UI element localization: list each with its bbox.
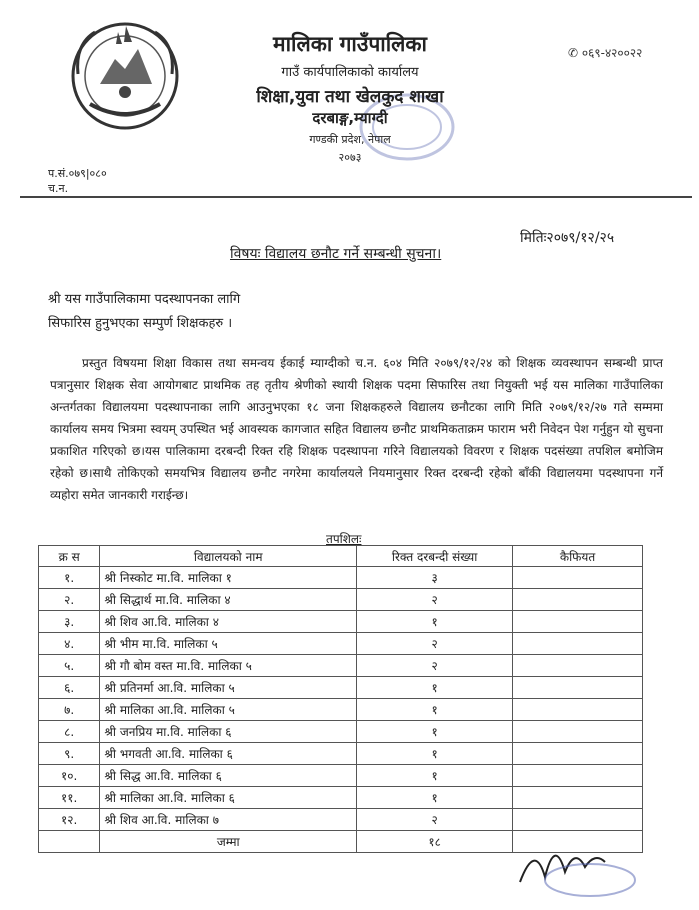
row-school-name: श्री सिद्धार्थ मा.वि. मालिका ४ <box>100 589 357 611</box>
section-name: शिक्षा,युवा तथा खेलकुद शाखा <box>256 87 444 107</box>
header-serial: क्र स <box>39 546 100 567</box>
row-remarks <box>513 699 643 721</box>
row-vacancy-count: १ <box>357 765 513 787</box>
row-vacancy-count: २ <box>357 633 513 655</box>
row-remarks <box>513 809 643 831</box>
row-serial: ९. <box>39 743 100 765</box>
row-school-name: श्री शिव आ.वि. मालिका ७ <box>100 809 357 831</box>
row-serial: १०. <box>39 765 100 787</box>
header-remarks: कैफियत <box>513 546 643 567</box>
phone-block <box>568 44 642 61</box>
row-vacancy-count: ३ <box>357 567 513 589</box>
row-school-name: श्री मालिका आ.वि. मालिका ५ <box>100 699 357 721</box>
reference-block <box>48 166 107 196</box>
row-serial: ८. <box>39 721 100 743</box>
row-vacancy-count: १ <box>357 677 513 699</box>
row-school-name: श्री जनप्रिय मा.वि. मालिका ६ <box>100 721 357 743</box>
addressee-line-1: श्री यस गाउँपालिकामा पदस्थापनका लागि <box>48 292 241 307</box>
row-vacancy-count: १ <box>357 721 513 743</box>
row-remarks <box>513 567 643 589</box>
row-school-name: श्री गौ बोम वस्त मा.वि. मालिका ५ <box>100 655 357 677</box>
table-row <box>39 765 643 787</box>
row-school-name: श्री सिद्ध आ.वि. मालिका ६ <box>100 765 357 787</box>
notice-body <box>50 352 663 506</box>
header-vacancy-count: रिक्त दरबन्दी संख्या <box>357 546 513 567</box>
office-location: दरबाङ्ग,म्याग्दी <box>312 109 388 127</box>
row-serial: ३. <box>39 611 100 633</box>
government-emblem-icon <box>60 14 190 134</box>
row-vacancy-count: १ <box>357 743 513 765</box>
body-paragraph: प्रस्तुत विषयमा शिक्षा विकास तथा समन्वय ईकाई म्याग्दीको च.न. ६०४ मिति २०७९/१२/२४ को शिक्षक व्यवस्थापन सम्बन्धी प्राप्त पत्रानुसार शिक्षक सेवा आयोगबाट प्राथमिक तह तृतीय श्रेणीको स्थायी शिक्षक पदमा सिफारिस तथा नियुक्ती भई यस मालिका गाउँपालिका अन्तर्गतका विद्यालयमा पदस्थापनाका लागि आउनुभएका १८ जना शिक्षकहरुले विद्यालय छनौटका लागि मिति २०७९/१२/२७ गते सम्ममा कार्यालय समय भित्रमा स्वयम् उपस्थित भई आवस्यक कागजात सहित विद्यालय छनौट प्राथमिकताक्रम फाराम भरी निवेदन पेश गर्नुहुन यो सुचना प्रकाशित गरिएको छ।यस पालिकामा दरबन्दी रिक्त रहि शिक्षक पदस्थापना गरिने विद्यालयको विवरण र शिक्षक पदसंख्या तपशिल बमोजिम रहेको छ।साथै तोकिएको समयभित्र विद्यालय छनौट नगरेमा कार्यालयले नियमानुसार रिक्त दरबन्दी रहेको बाँकी विद्यालयमा पदस्थापना गर्ने व्यहोरा समेत जानकारी गराईन्छ। <box>50 356 663 502</box>
table-row <box>39 589 643 611</box>
row-serial: १. <box>39 567 100 589</box>
table-row <box>39 699 643 721</box>
header-school-name: विद्यालयको नाम <box>100 546 357 567</box>
dispatch-number: च.न. <box>48 182 69 195</box>
row-vacancy-count: २ <box>357 589 513 611</box>
row-school-name: श्री भीम मा.वि. मालिका ५ <box>100 633 357 655</box>
row-vacancy-count: १ <box>357 611 513 633</box>
table-row <box>39 721 643 743</box>
established-year: २०७३ <box>338 151 362 164</box>
total-label: जम्मा <box>100 831 357 853</box>
row-serial: १२. <box>39 809 100 831</box>
addressee <box>48 288 240 336</box>
row-remarks <box>513 655 643 677</box>
table-row <box>39 809 643 831</box>
province-country: गण्डकी प्रदेश, नेपाल <box>309 133 391 146</box>
row-school-name: श्री प्रतिनर्मा आ.वि. मालिका ५ <box>100 677 357 699</box>
notice-date: मितिः२०७९/१२/२५ <box>520 230 615 246</box>
letter-number: प.सं.०७९|०८० <box>48 167 107 180</box>
office-name: गाउँ कार्यपालिकाको कार्यालय <box>281 65 419 80</box>
municipality-name: मालिका गाउँपालिका <box>273 32 427 56</box>
row-serial: २. <box>39 589 100 611</box>
header-divider <box>20 196 692 198</box>
row-remarks <box>513 611 643 633</box>
row-remarks <box>513 765 643 787</box>
phone-number: ०६९-४२००२२ <box>581 46 643 60</box>
total-spacer <box>39 831 100 853</box>
signature-icon <box>510 832 640 902</box>
table-row <box>39 633 643 655</box>
row-remarks <box>513 633 643 655</box>
table-row <box>39 655 643 677</box>
row-remarks <box>513 677 643 699</box>
row-school-name: श्री मालिका आ.वि. मालिका ६ <box>100 787 357 809</box>
table-header-row <box>39 546 643 567</box>
row-remarks <box>513 721 643 743</box>
row-serial: ५. <box>39 655 100 677</box>
vacancy-table <box>38 545 643 853</box>
row-school-name: श्री भगवती आ.वि. मालिका ६ <box>100 743 357 765</box>
row-vacancy-count: २ <box>357 655 513 677</box>
table-caption: तपशिलः <box>326 532 362 546</box>
table-row <box>39 743 643 765</box>
row-school-name: श्री शिव आ.वि. मालिका ४ <box>100 611 357 633</box>
row-school-name: श्री निस्कोट मा.वि. मालिका १ <box>100 567 357 589</box>
row-serial: ६. <box>39 677 100 699</box>
table-row <box>39 567 643 589</box>
row-vacancy-count: २ <box>357 809 513 831</box>
total-value: १८ <box>357 831 513 853</box>
row-serial: ४. <box>39 633 100 655</box>
phone-icon: ✆ <box>568 46 579 60</box>
row-remarks <box>513 787 643 809</box>
table-row <box>39 677 643 699</box>
row-serial: ७. <box>39 699 100 721</box>
row-serial: ११. <box>39 787 100 809</box>
row-vacancy-count: १ <box>357 787 513 809</box>
notice-subject: विषयः विद्यालय छनौट गर्ने सम्बन्धी सुचना। <box>230 246 442 262</box>
table-row <box>39 611 643 633</box>
addressee-line-2: सिफारिस हुनुभएका सम्पुर्ण शिक्षकहरु । <box>48 316 233 331</box>
row-remarks <box>513 743 643 765</box>
row-vacancy-count: १ <box>357 699 513 721</box>
row-remarks <box>513 589 643 611</box>
table-row <box>39 787 643 809</box>
